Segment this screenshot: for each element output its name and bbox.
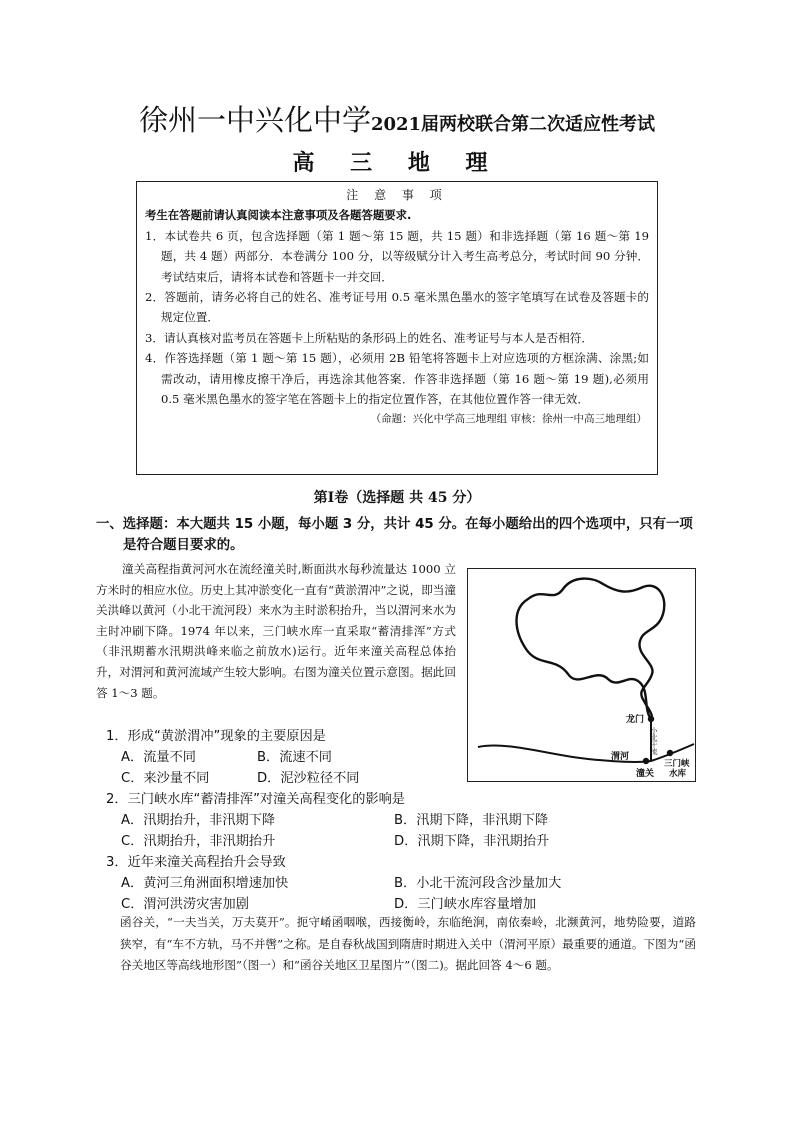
question-3-option-b: B．小北干流河段含沙量加大 bbox=[394, 876, 562, 891]
question-2-option-b: B．汛期下降，非汛期下降 bbox=[394, 813, 549, 828]
exam-title bbox=[0, 98, 794, 139]
section-cont: 是符合题目要求的。 bbox=[123, 538, 244, 553]
section-emphasis: 四个选项中 bbox=[558, 517, 626, 532]
question-2-option-c: C．汛期抬升，非汛期抬升 bbox=[121, 834, 276, 849]
tongguan-map bbox=[467, 568, 696, 782]
notice-intro: 考生在答题前请认真阅读本注意事项及各题答题要求. bbox=[145, 208, 412, 223]
question-2-option-a: A．汛期抬升，非汛期下降 bbox=[121, 813, 276, 828]
question-2-option-d: D．汛期下降，非汛期抬升 bbox=[394, 834, 550, 849]
exam-name: 2021届两校联合第二次适应性考试 bbox=[370, 114, 656, 135]
subject-title: 高 三 地 理 bbox=[292, 150, 502, 176]
question-1-option-a: A．流量不同 bbox=[121, 750, 196, 765]
section-rest: ，只有一项 bbox=[625, 517, 693, 532]
notice-item: 3．请认真核对监考员在答题卡上所粘贴的条形码上的姓名、准考证号与本人是否相符． bbox=[145, 330, 593, 345]
part-title: 第Ⅰ卷（选择题 共 45 分） bbox=[313, 490, 481, 506]
question-1-option-b: B．流速不同 bbox=[257, 750, 332, 765]
question-1-option-d: D．泥沙粒径不同 bbox=[257, 771, 360, 786]
question-3-stem: 3．近年来潼关高程抬升会导致 bbox=[106, 855, 286, 870]
school-name: 徐州一中兴化中学 bbox=[138, 103, 371, 137]
notice-item: 2．答题前，请务必将自己的姓名、准考证号用 0.5 毫米黑色墨水的签字笔填写在试卷及答题卡的规定位置． bbox=[145, 290, 649, 325]
section-text: 本大题共 15 小题，每小题 3 分，共计 45 分。在每小题给出的 bbox=[176, 517, 559, 532]
label-reservoir: 水库 bbox=[669, 769, 687, 779]
question-3-option-d: D．三门峡水库容量增加 bbox=[394, 897, 537, 912]
question-3-option-a: A．黄河三角洲面积增速加快 bbox=[121, 876, 289, 891]
notice-item: 4．作答选择题（第 1 题～第 15 题），必须用 2B 铅笔将答题卡上对应选项的方框涂满、涂黑;如需改动，请用橡皮擦干净后，再选涂其他答案．作答非选择题（第 16 题～第 19 题),必须用 0.5 毫米黑色墨水的签字笔在答题卡上的指定位置作答，在其他位置作答一律无效． bbox=[145, 351, 649, 407]
label-weihe: 渭河 bbox=[611, 752, 630, 762]
passage-tongguan bbox=[96, 559, 456, 703]
sanmenxia-marker bbox=[667, 750, 673, 756]
label-xiaobei: 小北干流 bbox=[650, 727, 658, 755]
longmen-marker bbox=[648, 716, 654, 722]
tongguan-marker bbox=[643, 758, 649, 764]
passage-text: 潼关高程指黄河河水在流经潼关时,断面洪水每秒流量达 1000 立方米时的相应水位。历史上其冲淤变化一直有“黄淤渭冲”之说，即当潼关洪峰以黄河（小北干流河段）来水为主时淤积抬升，当以渭河来水为主时冲刷下降。1974 年以来，三门峡水库一直采取“蓄清排浑”方式（非汛期蓄水汛期洪峰来临之前放水)运行。近年来潼关高程总体抬升，对渭河和黄河流域产生较大影响。右图为潼关位置示意图。据此回答 1～3 题。 bbox=[96, 562, 456, 700]
notice-heading: 注 意 事 项 bbox=[346, 188, 448, 202]
question-3-option-c: C．渭河洪涝灾害加剧 bbox=[121, 897, 249, 912]
section-lead: 一、选择题： bbox=[96, 517, 177, 532]
question-2-stem: 2．三门峡水库“蓄清排浑”对潼关高程变化的影响是 bbox=[106, 792, 405, 807]
notice-item: 1．本试卷共 6 页，包含选择题（第 1 题～第 15 题，共 15 题）和非选择题（第 16 题～第 19 题，共 4 题）两部分．本卷满分 100 分，以等级赋分计入考生高考总分，考试时间 90 分钟．考试结束后，请将本试卷和答题卡一并交回． bbox=[145, 228, 649, 284]
label-longmen: 龙门 bbox=[626, 715, 645, 725]
question-1-option-c: C．来沙量不同 bbox=[121, 771, 210, 786]
question-1-stem: 1．形成“黄淤渭冲”现象的主要原因是 bbox=[106, 729, 326, 744]
passage-hanguguan: 函谷关，“一夫当关，万夫莫开”。扼守崤函咽喉，西接衡岭，东临绝涧，南依秦岭，北濒黄河，地势险要，道路狭窄，有“车不方轨，马不并辔”之称。是自春秋战国到隋唐时期进入关中（渭河平原）最重要的通道。下图为“函谷关地区等高线地形图”（图一）和“函谷关地区卫星图片”（图二)。据此回答 4～6 题。 bbox=[120, 915, 696, 973]
notice-box bbox=[136, 181, 658, 475]
yellow-river-line bbox=[517, 579, 665, 719]
section-instructions bbox=[96, 514, 696, 556]
notice-credit: （命题：兴化中学高三地理组 审核：徐州一中高三地理组） bbox=[370, 413, 647, 426]
map-figure bbox=[468, 569, 695, 781]
label-sanmenxia: 三门峡 bbox=[664, 759, 690, 769]
label-tongguan: 潼关 bbox=[636, 769, 655, 779]
